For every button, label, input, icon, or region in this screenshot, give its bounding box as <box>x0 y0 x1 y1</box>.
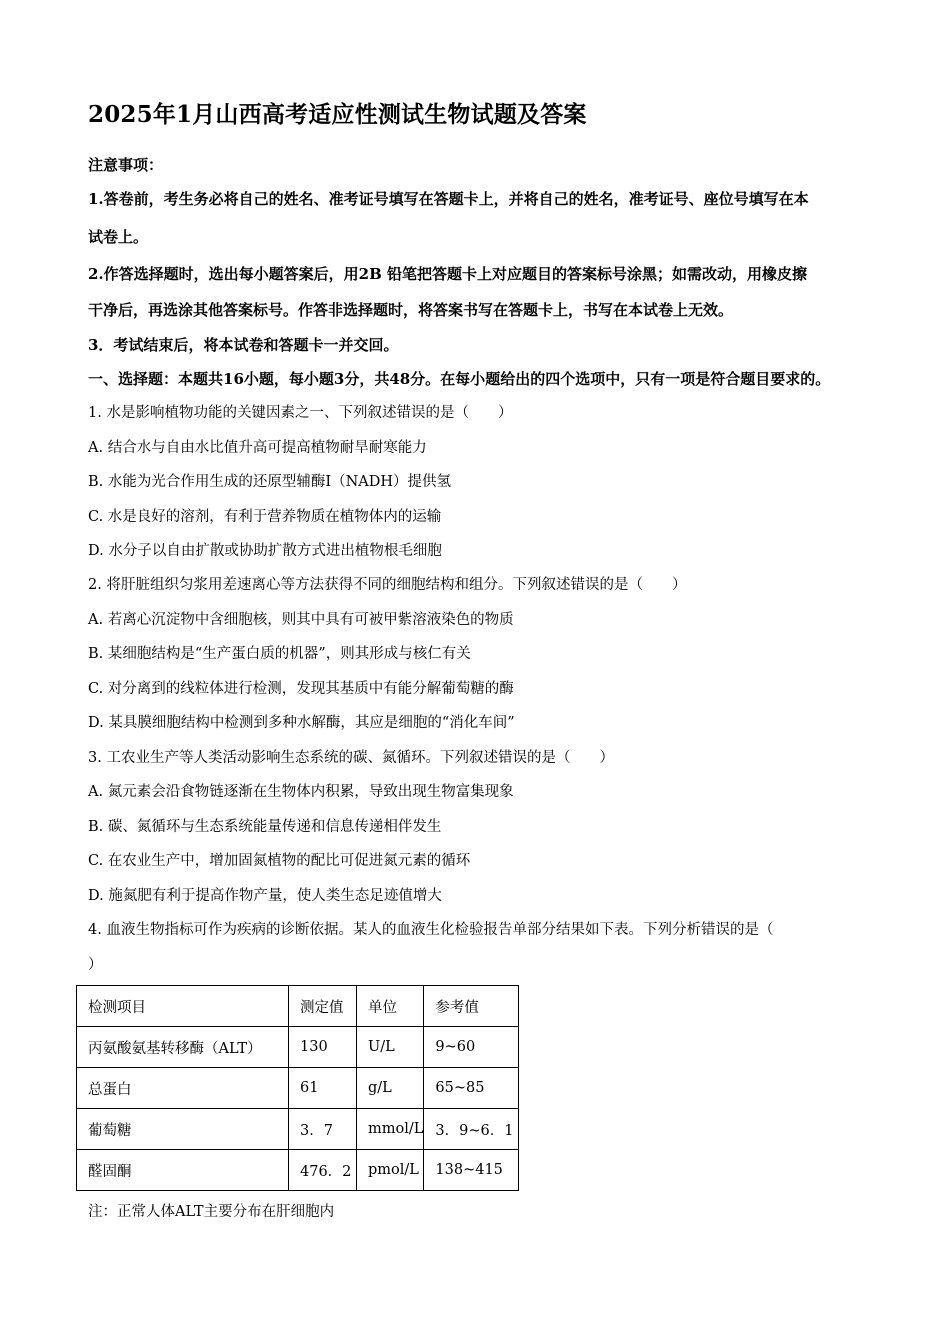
notice-item-1-line-1: 1.答卷前，考生务必将自己的姓名、准考证号填写在答题卡上，并将自己的姓名，准考证号、座位号填写在本 <box>88 190 809 208</box>
table-header-row <box>77 986 519 1027</box>
table-cell: U/L <box>357 1027 424 1068</box>
notice-heading: 注意事项： <box>88 156 164 174</box>
question-3-option-d: D. 施氮肥有利于提高作物产量，使人类生态足迹值增大 <box>88 888 442 904</box>
table-row <box>77 1027 519 1068</box>
document-title: 2025年1月山西高考适应性测试生物试题及答案 <box>88 101 587 128</box>
question-1-stem: 1. 水是影响植物功能的关键因素之一、下列叙述错误的是（ ） <box>88 405 513 421</box>
table-header-cell: 参考值 <box>424 986 519 1027</box>
table-cell: 130 <box>289 1027 357 1068</box>
notice-item-2-line-1: 2.作答选择题时，选出每小题答案后，用2B 铅笔把答题卡上对应题目的答案标号涂黑；如需改动，用橡皮擦 <box>88 265 808 283</box>
question-2-option-c: C. 对分离到的线粒体进行检测，发现其基质中有能分解葡萄糖的酶 <box>88 681 514 697</box>
section-1-heading: 一、选择题：本题共16小题，每小题3分，共48分。在每小题给出的四个选项中，只有一项是符合题目要求的。 <box>88 370 831 388</box>
question-1-option-a: A. 结合水与自由水比值升高可提高植物耐旱耐寒能力 <box>88 440 427 456</box>
table-row <box>77 1068 519 1109</box>
question-3-option-c: C. 在农业生产中，增加固氮植物的配比可促进氮元素的循环 <box>88 853 471 869</box>
table-header-cell: 检测项目 <box>77 986 289 1027</box>
question-1-option-b: B. 水能为光合作用生成的还原型辅酶Ⅰ（NADH）提供氢 <box>88 474 452 490</box>
table-cell: 丙氨酸氨基转移酶（ALT） <box>77 1027 289 1068</box>
question-4-stem-line-2: ） <box>88 957 103 973</box>
question-2-option-d: D. 某具膜细胞结构中检测到多种水解酶，其应是细胞的“消化车间” <box>88 715 515 731</box>
table-cell: 总蛋白 <box>77 1068 289 1109</box>
table-cell: g/L <box>357 1068 424 1109</box>
question-3-stem: 3. 工农业生产等人类活动影响生态系统的碳、氮循环。下列叙述错误的是（ ） <box>88 750 614 766</box>
question-3-option-a: A. 氮元素会沿食物链逐渐在生物体内积累，导致出现生物富集现象 <box>88 784 514 800</box>
table-row <box>77 1109 519 1150</box>
table-cell: 476．2 <box>289 1150 357 1191</box>
table-cell: 138~415 <box>424 1150 519 1191</box>
table-footnote: 注：正常人体ALT主要分布在肝细胞内 <box>88 1204 335 1220</box>
question-2-stem: 2. 将肝脏组织匀浆用差速离心等方法获得不同的细胞结构和组分。下列叙述错误的是（ ） <box>88 577 687 593</box>
notice-item-3: 3．考试结束后，将本试卷和答题卡一并交回。 <box>88 336 399 354</box>
question-2-option-b: B. 某细胞结构是“生产蛋白质的机器”，则其形成与核仁有关 <box>88 646 471 662</box>
table-cell: 3．7 <box>289 1109 357 1150</box>
table-cell: mmol/L <box>357 1109 424 1150</box>
table-cell: 9~60 <box>424 1027 519 1068</box>
table-cell: 葡萄糖 <box>77 1109 289 1150</box>
table-row <box>77 1150 519 1191</box>
table-cell: pmol/L <box>357 1150 424 1191</box>
table-header-cell: 单位 <box>357 986 424 1027</box>
blood-report-table <box>76 985 519 1191</box>
question-3-option-b: B. 碳、氮循环与生态系统能量传递和信息传递相伴发生 <box>88 819 442 835</box>
notice-item-1-line-2: 试卷上。 <box>88 228 149 246</box>
table-cell: 3．9~6．1 <box>424 1109 519 1150</box>
question-1-option-d: D. 水分子以自由扩散或协助扩散方式进出植物根毛细胞 <box>88 543 442 559</box>
table-header-cell: 测定值 <box>289 986 357 1027</box>
table-cell: 61 <box>289 1068 357 1109</box>
question-2-option-a: A. 若离心沉淀物中含细胞核，则其中具有可被甲紫溶液染色的物质 <box>88 612 514 628</box>
question-1-option-c: C. 水是良好的溶剂，有利于营养物质在植物体内的运输 <box>88 509 442 525</box>
table-cell: 醛固酮 <box>77 1150 289 1191</box>
table-cell: 65~85 <box>424 1068 519 1109</box>
notice-item-2-line-2: 干净后，再选涂其他答案标号。作答非选择题时，将答案书写在答题卡上，书写在本试卷上无效。 <box>88 301 734 319</box>
question-4-stem-line-1: 4. 血液生物指标可作为疾病的诊断依据。某人的血液生化检验报告单部分结果如下表。下列分析错误的是（ <box>88 922 774 938</box>
